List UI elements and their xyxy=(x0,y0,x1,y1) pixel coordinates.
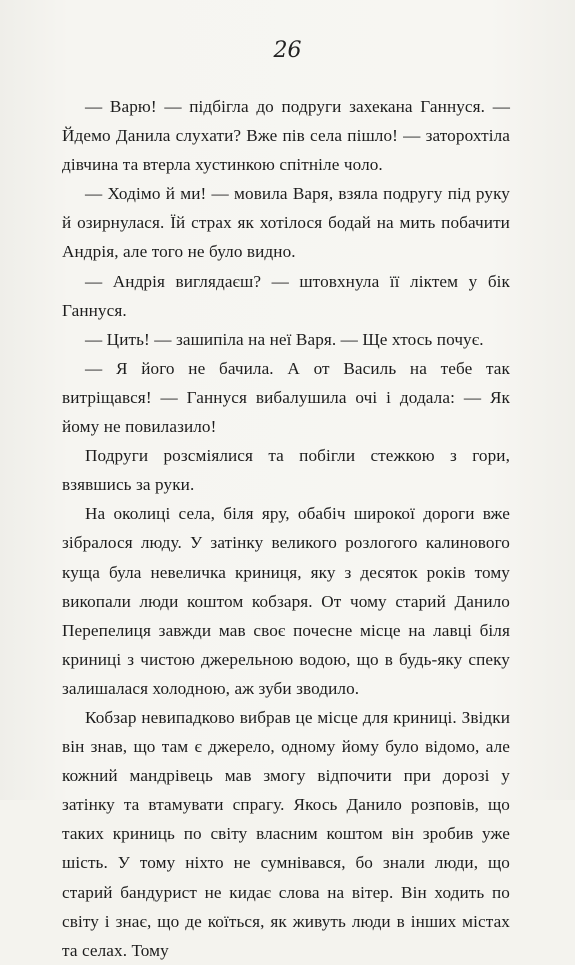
paragraph: — Варю! — підбігла до подруги захекана Ганнуся. — Йдемо Данила слухати? Вже пів села пішло! — заторохтіла дівчина та втерла хустинкою спітніле чоло. xyxy=(62,97,510,175)
paragraph: Кобзар невипадково вибрав це місце для криниці. Звідки він знав, що там є джерело, одному йому було відомо, але кожний мандрівець мав змогу відпочити при дорозі у затінку та втамувати спрагу. Якось Данило розповів, що таких криниць по світу власним коштом він зробив уже шість. У тому ніхто не сумнівався, бо знали люди, що старий бандурист не кидає слова на вітер. Він ходить по світу і знає, що де коїться, як живуть люди в інших містах та селах. Тому xyxy=(62,707,510,960)
paragraph: На околиці села, біля яру, обабіч широкої дороги вже зібралося люду. У затінку великого розлогого калинового куща була невеличка криниця, яку з десяток років тому викопали люди коштом кобзаря. От чому старий Данило Перепелиця завжди мав своє почесне місце на лавці біля криниці з чистою джерельною водою, що в будь-яку спеку залишалася холодною, аж зуби зводило. xyxy=(62,504,510,698)
page-number: 26 xyxy=(273,38,302,63)
paragraph: Подруги розсміялися та побігли стежкою з гори, взявшись за руки. xyxy=(62,446,510,495)
paragraph: — Цить! — зашипіла на неї Варя. — Ще хтось почує. xyxy=(85,329,484,349)
page-text xyxy=(62,92,510,965)
paragraph: — Я його не бачила. А от Василь на тебе так витріщався! — Ганнуся вибалушила очі і додала: — Як йому не повилазило! xyxy=(62,358,510,437)
paragraph: — Андрія виглядаєш? — штовхнула її ліктем у бік Ганнуся. xyxy=(62,271,510,320)
paragraph: — Ходімо й ми! — мовила Варя, взяла подругу під руку й озирнулася. Їй страх як хотілося бодай на мить побачити Андрія, але того не було видно. xyxy=(62,184,510,262)
